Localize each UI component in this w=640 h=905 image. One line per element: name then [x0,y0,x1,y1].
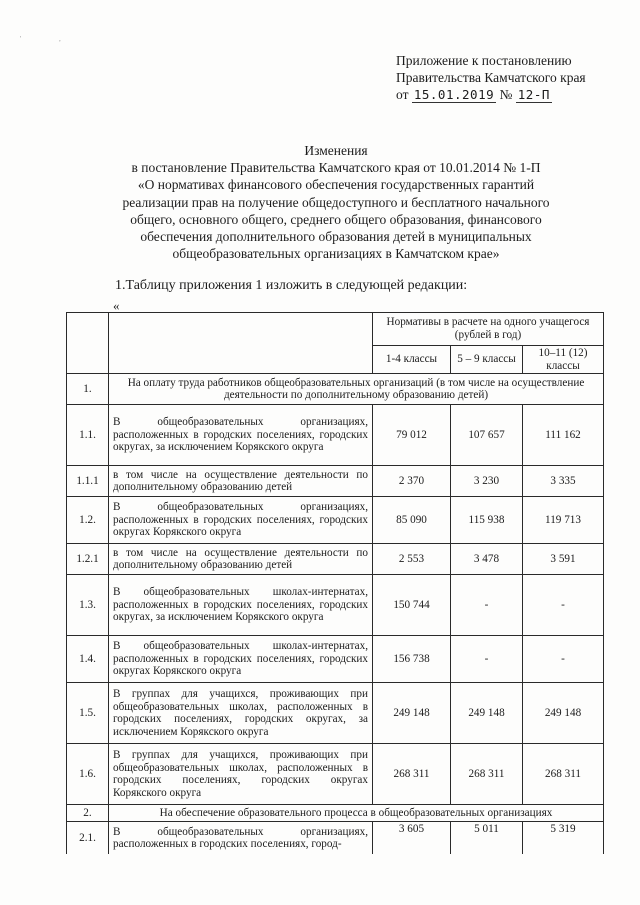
appendix-header [396,52,586,103]
value-grade-10-11: 3 591 [523,544,604,575]
value-grade-5-9: 268 311 [451,744,523,805]
table-row [67,636,604,683]
table-row [67,544,604,575]
appendix-line-1: Приложение к постановлению [396,53,572,68]
row-number: 1.1.1 [67,466,109,497]
header-blank-num [67,313,109,374]
header-norms: Нормативы в расчете на одного учащегося (рублей в год) [373,313,604,346]
table-row [67,575,604,636]
value-grade-1-4: 3 605 [373,822,451,855]
header-col-1: 1-4 классы [373,346,451,374]
value-grade-5-9: 3 478 [451,544,523,575]
appendix-date: 15.01.2019 [413,87,495,102]
value-grade-5-9: 107 657 [451,405,523,466]
table-row [67,683,604,744]
value-grade-10-11: - [523,575,604,636]
appendix-line-2: Правительства Камчатского края [396,70,586,85]
value-grade-1-4: 150 744 [373,575,451,636]
section-title: На оплату труда работников общеобразовательных организаций (в том числе на осуществление деятельности по дополнительному образованию детей) [109,374,604,405]
row-description: В общеобразовательных организациях, расположенных в городских поселениях, город- [109,822,373,855]
opening-quote: « [113,298,120,313]
row-number: 2.1. [67,822,109,855]
row-description: В общеобразовательных школах-интернатах, расположенных в городских поселениях, городских округах Корякского округа [109,636,373,683]
row-description: В группах для учащихся, проживающих при общеобразовательных школах, расположенных в городских поселениях, городских округах, за исключением Корякского округа [109,683,373,744]
value-grade-5-9: 5 011 [451,822,523,855]
table-section-row [67,374,604,405]
value-grade-1-4: 156 738 [373,636,451,683]
row-number: 1.2.1 [67,544,109,575]
table-row [67,405,604,466]
table-header-row [67,313,604,346]
value-grade-1-4: 249 148 [373,683,451,744]
title-line: общеобразовательных организациях в Камчатском крае» [172,246,500,262]
value-grade-1-4: 268 311 [373,744,451,805]
scan-marks: ' , [20,35,79,43]
appendix-number-sign: № [499,87,513,102]
row-description: В общеобразовательных организациях, расположенных в городских поселениях, городских округах Корякского округа [109,497,373,544]
value-grade-1-4: 85 090 [373,497,451,544]
table-row [67,744,604,805]
value-grade-5-9: 115 938 [451,497,523,544]
row-description: В общеобразовательных школах-интернатах, расположенных в городских поселениях, городских округах, за исключением Корякского округа [109,575,373,636]
value-grade-1-4: 2 553 [373,544,451,575]
title-line: общего, основного общего, среднего общего образования, финансового [130,211,542,227]
norms-table [66,312,604,854]
value-grade-10-11: 3 335 [523,466,604,497]
document-title [70,142,602,262]
value-grade-10-11: 249 148 [523,683,604,744]
row-number: 1.5. [67,683,109,744]
table-section-row [67,805,604,822]
title-line: в постановление Правительства Камчатского края от 10.01.2014 № 1-П [131,160,541,176]
title-line: реализации прав на получение общедоступного и бесплатного начального [122,194,550,210]
value-grade-5-9: 249 148 [451,683,523,744]
row-number: 2. [67,805,109,822]
row-number: 1.6. [67,744,109,805]
row-description: В общеобразовательных организациях, расположенных в городских поселениях, городских округах, за исключением Корякского округа [109,405,373,466]
value-grade-5-9: 3 230 [451,466,523,497]
value-grade-10-11: 111 162 [523,405,604,466]
value-grade-10-11: 5 319 [523,822,604,855]
row-number: 1.3. [67,575,109,636]
header-blank-desc [109,313,373,374]
value-grade-1-4: 79 012 [373,405,451,466]
title-line: обеспечения дополнительного образования детей в муниципальных [140,229,532,245]
row-number: 1.4. [67,636,109,683]
intro-paragraph: 1.Таблицу приложения 1 изложить в следующей редакции: [115,278,468,293]
appendix-number: 12-П [517,87,550,102]
section-title: На обеспечение образовательного процесса в общеобразовательных организациях [109,805,604,822]
row-number: 1. [67,374,109,405]
appendix-line-3 [396,86,586,103]
table-row [67,466,604,497]
value-grade-5-9: - [451,575,523,636]
title-heading: Изменения [304,143,368,158]
appendix-prefix: от [396,87,409,102]
value-grade-5-9: - [451,636,523,683]
row-description: в том числе на осуществление деятельности по дополнительному образованию детей [109,544,373,575]
header-col-3: 10–11 (12) классы [523,346,604,374]
table-row [67,497,604,544]
value-grade-10-11: - [523,636,604,683]
row-number: 1.1. [67,405,109,466]
row-description: в том числе на осуществление деятельности по дополнительному образованию детей [109,466,373,497]
title-line: «О нормативах финансового обеспечения государственных гарантий [137,177,535,193]
value-grade-10-11: 268 311 [523,744,604,805]
row-description: В группах для учащихся, проживающих при общеобразовательных школах, расположенных в городских поселениях, городских округах Корякского округа [109,744,373,805]
value-grade-1-4: 2 370 [373,466,451,497]
row-number: 1.2. [67,497,109,544]
header-col-2: 5 – 9 классы [451,346,523,374]
value-grade-10-11: 119 713 [523,497,604,544]
table-row [67,822,604,855]
